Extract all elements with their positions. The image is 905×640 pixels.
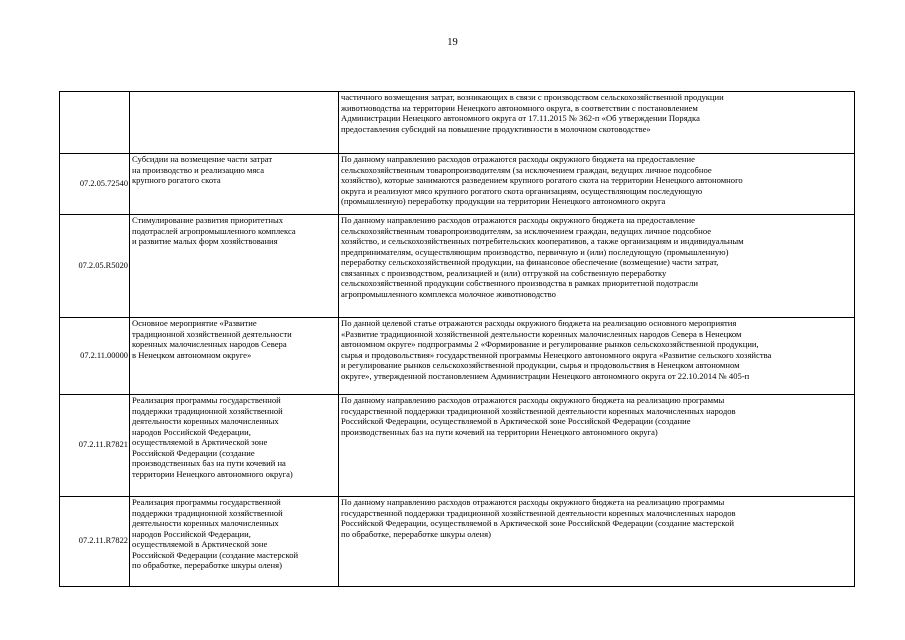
target-article-name: [130, 318, 339, 395]
description-line: производственных баз на пути кочевий на территории Ненецкого автономного округа): [341, 426, 658, 437]
description-line: Российской Федерации, осуществляемой в Арктической зоне Российской Федерации (создание мастерской: [341, 518, 734, 528]
name-line: Реализация программы государственной: [132, 497, 281, 507]
target-article-name: [130, 154, 339, 215]
description-line: автономном округе» подпрограммы 2 «Формирование и регулирование рынков сельскохозяйственной продукции,: [341, 339, 759, 349]
name-line: Российской Федерации (создание мастерской: [132, 549, 299, 560]
target-article-description: [339, 318, 855, 395]
description-line: хозяйство), которые занимаются разведением крупного рогатого скота на территории Ненецкого автономного: [341, 175, 743, 185]
target-article-description: [339, 395, 855, 497]
description-line: сырья и продовольствия» государственной программы Ненецкого автономного округа «Развитие сельского хозяйства: [341, 349, 772, 360]
target-article-name: [130, 215, 339, 318]
name-line: Основное мероприятие «Развитие: [132, 318, 257, 328]
description-line: и регулирование рынков сельскохозяйственной продукции, сырья и продовольствия в Ненецком автономном: [341, 360, 740, 370]
name-line: осуществляемой в Арктической зоне: [132, 539, 268, 549]
name-line: по обработке, переработке шкуры оленя): [132, 560, 282, 570]
description-line: государственной поддержки традиционной хозяйственной деятельности коренных малочисленных народов: [341, 507, 736, 518]
name-line: Субсидии на возмещение части затрат: [132, 154, 273, 164]
description-line: (промышленную) переработку продукции на территории Ненецкого автономного округа: [341, 196, 666, 206]
target-article-description: [339, 497, 855, 587]
name-line: деятельности коренных малочисленных: [132, 518, 279, 528]
description-line: частичного возмещения затрат, возникающих в связи с производством сельскохозяйственной продукции: [341, 92, 724, 102]
name-line: и развитие малых форм хозяйствования: [132, 236, 278, 246]
description-line: «Развитие традиционной хозяйственной деятельности коренных малочисленных народов Севера в Ненецком: [341, 328, 742, 339]
name-line: народов Российской Федерации,: [132, 426, 251, 437]
description-line: связанных с производством, реализацией и (или) отгрузкой на собственную переработку: [341, 267, 667, 278]
target-article-code: [60, 92, 130, 154]
description-line: Российской Федерации, осуществляемой в Арктической зоне Российской Федерации (создание: [341, 416, 691, 426]
description-line: По данному направлению расходов отражаются расходы окружного бюджета на предоставление: [341, 154, 695, 164]
description-line: агропромышленного комплекса молочное животноводство: [341, 288, 556, 299]
target-article-name: [130, 395, 339, 497]
description-line: сельскохозяйственным товаропроизводителям, за исключением граждан, ведущих личное подсобное: [341, 225, 712, 236]
name-line: традиционной хозяйственной деятельности: [132, 328, 292, 339]
description-line: По данному направлению расходов отражаются расходы окружного бюджета на предоставление: [341, 215, 695, 225]
name-line: народов Российской Федерации,: [132, 528, 251, 539]
budget-classification-table: [59, 91, 855, 587]
name-line: поддержки традиционной хозяйственной: [132, 507, 283, 518]
description-line: по обработке, переработке шкуры оленя): [341, 528, 491, 539]
name-line: на производство и реализацию мяса: [132, 164, 265, 175]
name-line: производственных баз на пути кочевий на: [132, 458, 286, 468]
description-line: По данному направлению расходов отражаются расходы окружного бюджета на реализацию программы: [341, 395, 725, 405]
target-article-name: [130, 92, 339, 154]
target-article-description: [339, 92, 855, 154]
target-article-description: [339, 215, 855, 318]
description-line: переработку сельскохозяйственной продукции, на финансовое обеспечение (возмещение) части затрат,: [341, 257, 719, 267]
target-article-code: 07.2.11.R7822: [60, 497, 130, 587]
name-line: поддержки традиционной хозяйственной: [132, 405, 283, 416]
description-line: предоставления субсидий на повышение продуктивности в молочном скотоводстве»: [341, 123, 651, 134]
description-line: государственной поддержки традиционной хозяйственной деятельности коренных малочисленных народов: [341, 405, 736, 416]
description-line: предпринимателям, осуществляющим производство, первичную и (или) последующую (промышленную): [341, 246, 729, 257]
description-line: округа и реализуют мясо крупного рогатого скота организациям, осуществляющим последующую: [341, 185, 703, 196]
name-line: деятельности коренных малочисленных: [132, 416, 279, 426]
table-row: [60, 395, 855, 497]
table-row: [60, 92, 855, 154]
description-line: По данной целевой статье отражаются расходы окружного бюджета на реализацию основного мероприятия: [341, 318, 737, 328]
target-article-name: [130, 497, 339, 587]
table-row: [60, 318, 855, 395]
name-line: коренных малочисленных народов Севера: [132, 339, 287, 349]
target-article-description: [339, 154, 855, 215]
description-line: животноводства на территории Ненецкого автономного округа, в соответствии с постановлением: [341, 102, 698, 113]
name-line: Российской Федерации (создание: [132, 447, 255, 458]
description-line: сельскохозяйственным товаропроизводителям (за исключением граждан, ведущих личное подсобное: [341, 164, 712, 175]
description-line: сельскохозяйственной продукции собственного производства в рамках приоритетной подотрасли: [341, 278, 698, 288]
target-article-code: 07.2.05.72540: [60, 154, 130, 215]
name-line: осуществляемой в Арктической зоне: [132, 437, 268, 447]
name-line: в Ненецком автономном округе»: [132, 349, 252, 360]
description-line: По данному направлению расходов отражаются расходы окружного бюджета на реализацию программы: [341, 497, 725, 507]
page-number: 19: [447, 37, 458, 48]
name-line: крупного рогатого скота: [132, 175, 221, 185]
table-row: [60, 215, 855, 318]
name-line: территории Ненецкого автономного округа): [132, 468, 293, 479]
description-line: хозяйство, и сельскохозяйственных потребительских кооперативов, а также организациям и индивидуальным: [341, 236, 744, 246]
target-article-code: 07.2.11.R7821: [60, 395, 130, 497]
description-line: Администрации Ненецкого автономного округа от 17.11.2015 № 362-п «Об утверждении Порядка: [341, 113, 700, 123]
name-line: подотраслей агропромышленного комплекса: [132, 225, 296, 236]
description-line: округе», утвержденной постановлением Администрации Ненецкого автономного округа от 22.10.2014 № 405-п: [341, 370, 750, 381]
name-line: Реализация программы государственной: [132, 395, 281, 405]
table-row: [60, 497, 855, 587]
name-line: Стимулирование развития приоритетных: [132, 215, 284, 225]
target-article-code: 07.2.05.R5020: [60, 215, 130, 318]
table-row: [60, 154, 855, 215]
table-body: [60, 92, 855, 587]
target-article-code: 07.2.11.00000: [60, 318, 130, 395]
